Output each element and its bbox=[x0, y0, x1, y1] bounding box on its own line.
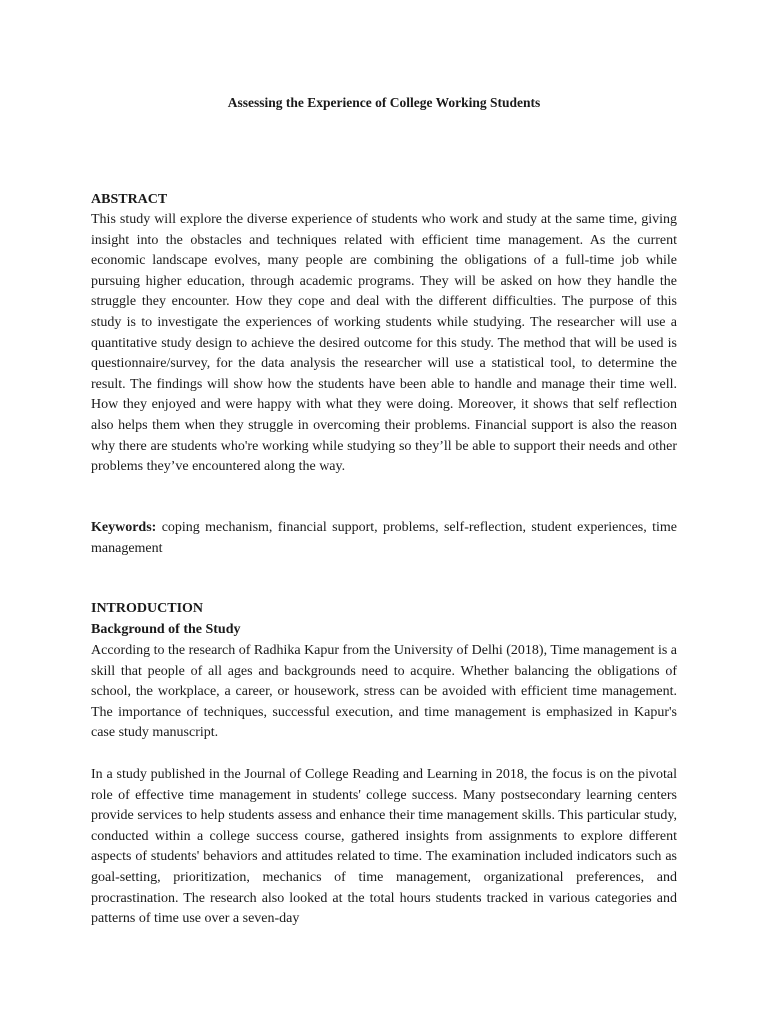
keywords-text: coping mechanism, financial support, problems, self-reflection, student experiences, time management bbox=[91, 520, 677, 556]
introduction-paragraph-2: In a study published in the Journal of College Reading and Learning in 2018, the focus is on the pivotal role of effective time management in students' college success. Many postsecondary learning centers provide services to help students assess and enhance their time management skills. This particular study, conducted within a college success course, gathered insights from assignments to explore different aspects of students' behaviors and attitudes related to time. The examination included indicators such as goal-setting, prioritization, mechanics of time management, organizational preferences, and procrastination. The research also looked at the total hours students tracked in various categories and patterns of time use over a seven-day bbox=[91, 767, 677, 927]
keywords bbox=[91, 518, 677, 559]
document-title: Assessing the Experience of College Working Students bbox=[227, 95, 541, 110]
abstract-heading: ABSTRACT bbox=[91, 192, 168, 207]
keywords-label: Keywords: bbox=[91, 520, 157, 535]
background-paragraph: According to the research of Radhika Kapur from the University of Delhi (2018), Time management is a skill that people of all ages and backgrounds need to acquire. Whether balancing the obligations of school, the workplace, a career, or housework, stress can be avoided with efficient time management. The importance of techniques, successful execution, and time management is emphasized in Kapur's case study manuscript. bbox=[91, 643, 677, 741]
introduction-heading: INTRODUCTION bbox=[91, 601, 204, 616]
abstract-body: This study will explore the diverse experience of students who work and study at the same time, giving insight into the obstacles and techniques related with efficient time management. As the current economic landscape evolves, many people are combining the obligations of a full-time job while pursuing higher education, through academic programs. They will be asked on how they handle the struggle they encounter. How they cope and deal with the different difficulties. The purpose of this study is to investigate the experiences of working students while studying. The researcher will use a quantitative study design to achieve the desired outcome for this study. The method that will be used is questionnaire/survey, for the data analysis the researcher will use a statistical tool, to determine the result. The findings will show how the students have been able to handle and manage their time well. How they enjoyed and were happy with what they were doing. Moreover, it shows that self reflection also helps them when they struggle in overcoming their problems. Financial support is also the reason why there are students who're working while studying so they’ll be able to support their needs and other problems they’ve encountered along the way. bbox=[91, 212, 677, 475]
background-subheading: Background of the Study bbox=[91, 622, 241, 637]
